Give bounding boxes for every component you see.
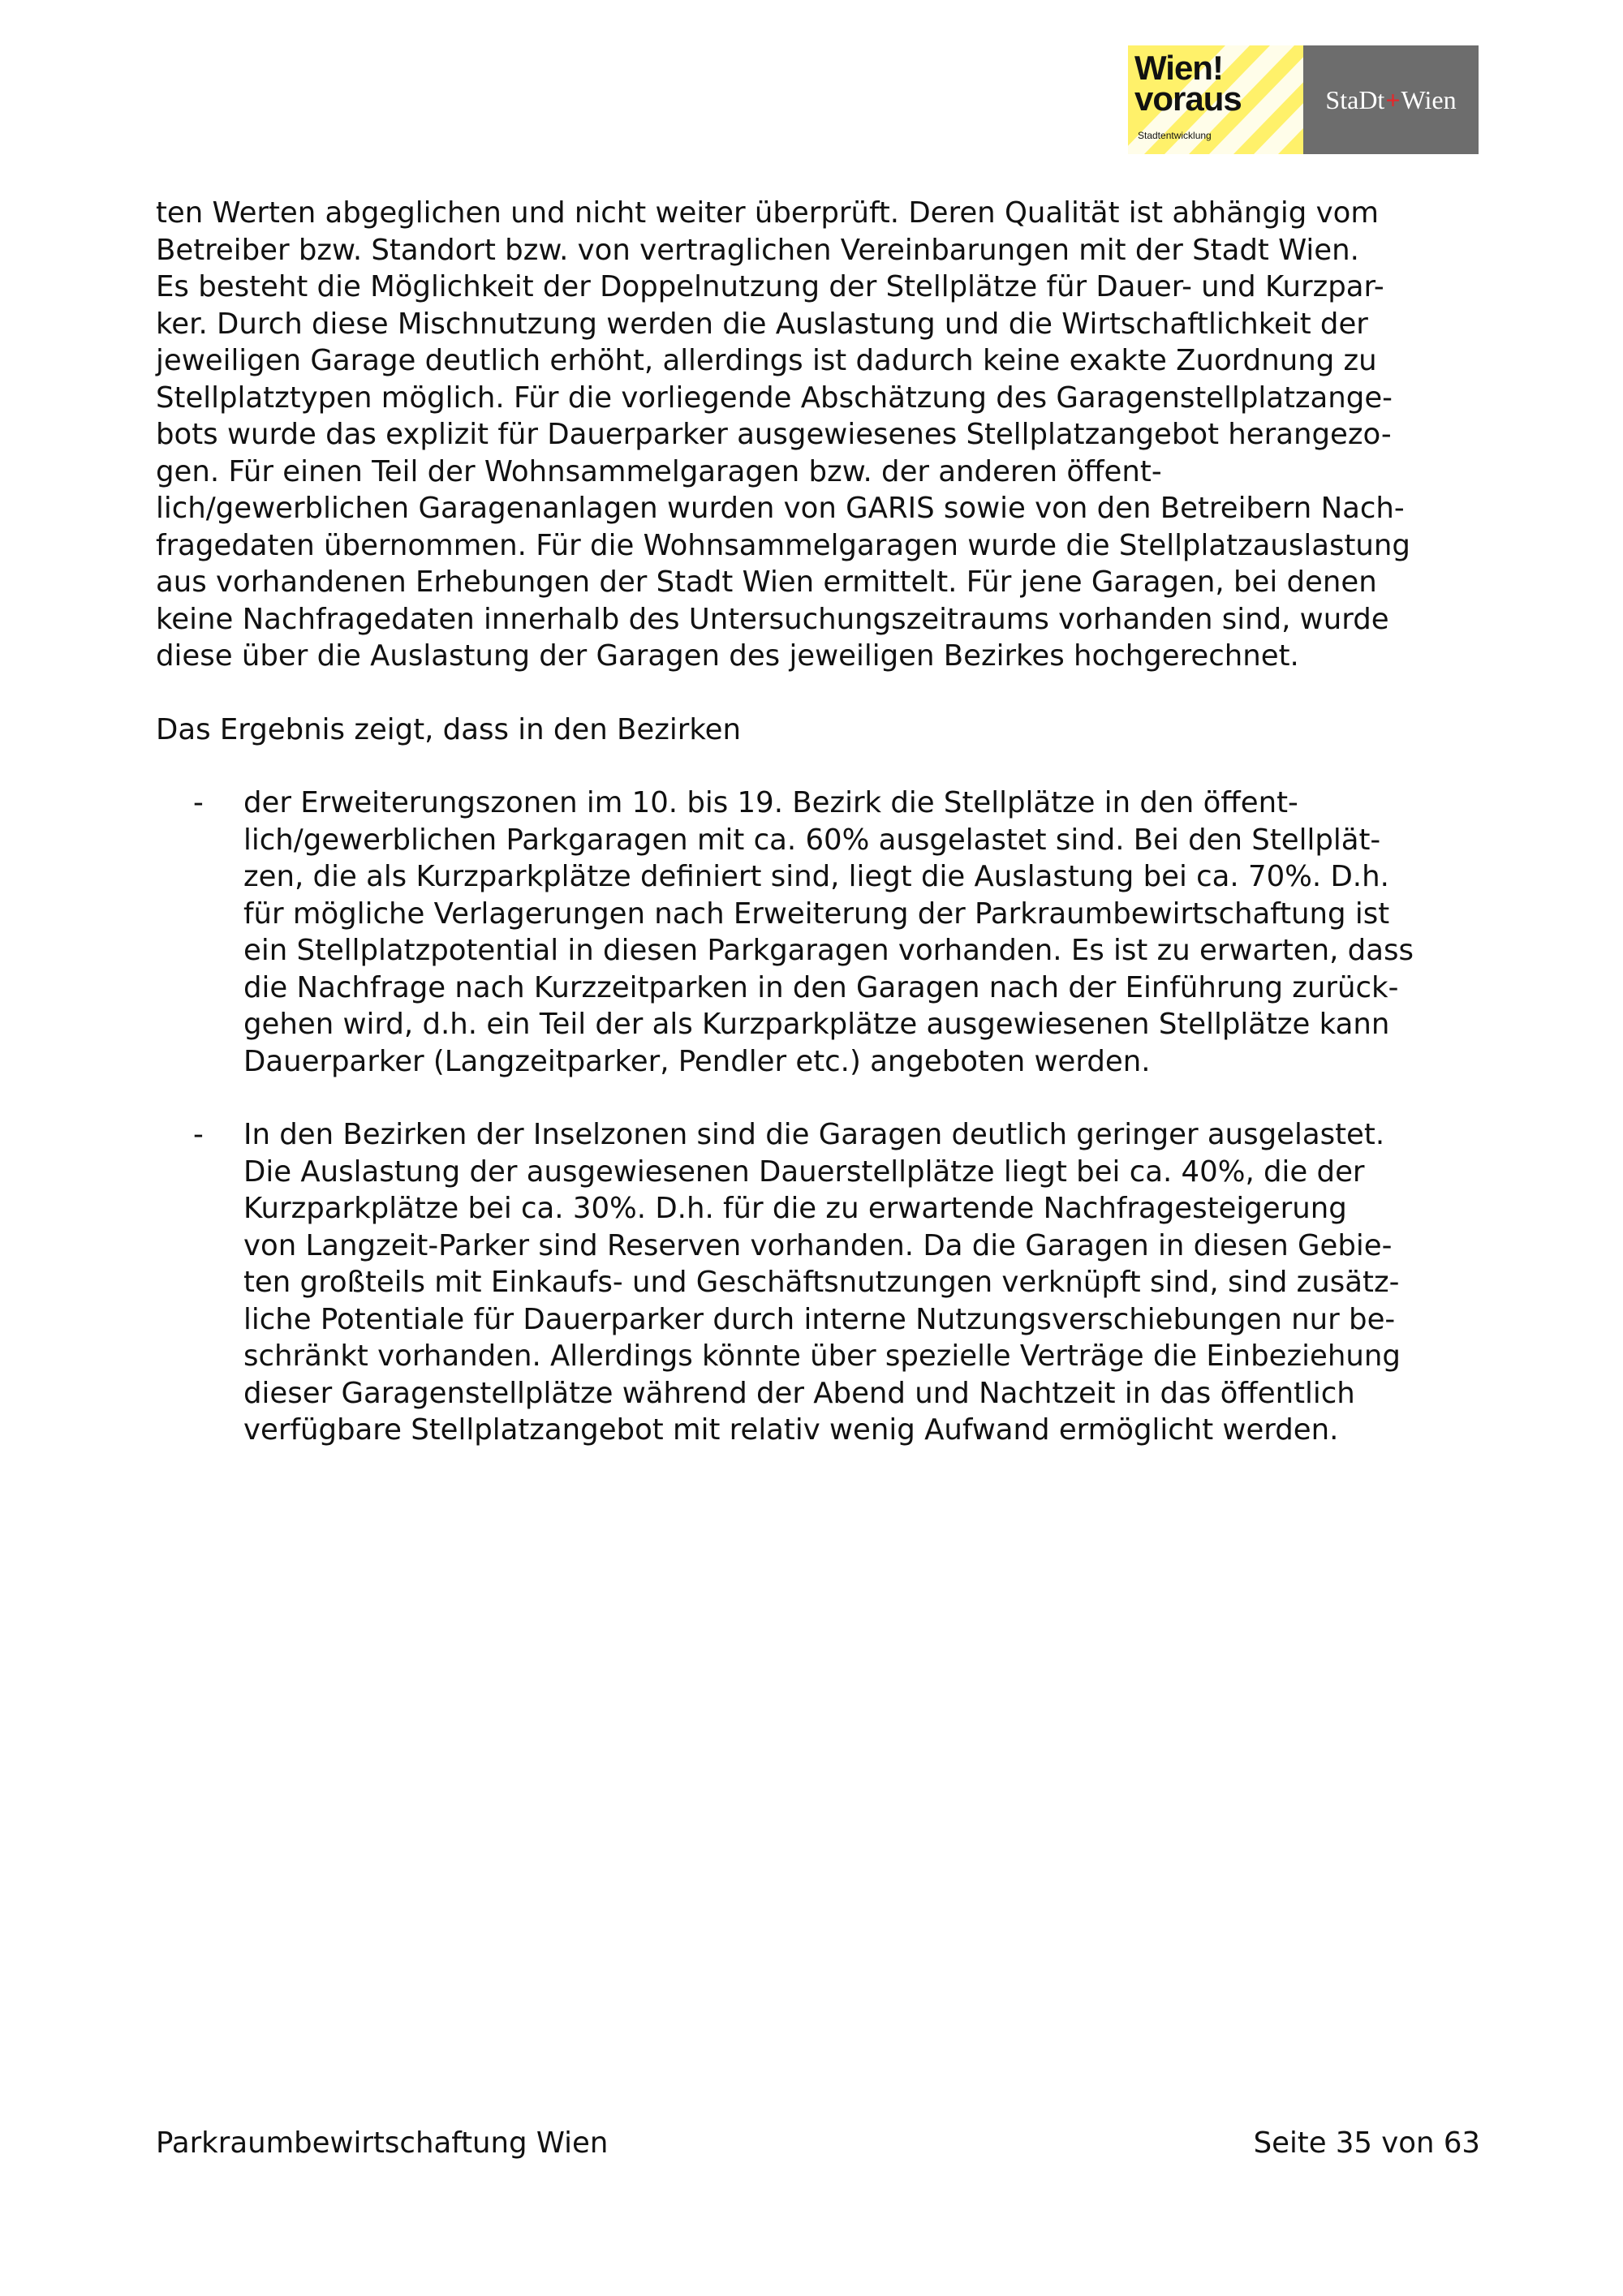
paragraph-garage-data [156,195,1487,675]
text-line: bots wurde das explizit für Dauerparker ausgewiesenes Stellplatzangebot herangezo- [156,418,1392,451]
paragraph-intro: Das Ergebnis zeigt, dass in den Bezirken [156,712,741,746]
text-line: Stellplatztypen möglich. Für die vorliegende Abschätzung des Garagenstellplatzange- [156,381,1393,415]
document-body [156,195,1487,1486]
text-line: die Nachfrage nach Kurzzeitparken in den Garagen nach der Einführung zurück- [243,970,1399,1004]
page-footer [156,2126,1480,2161]
page-number: Seite 35 von 63 [1253,2126,1480,2160]
stadt-wien-logo-right: Wien [1401,84,1457,114]
text-line: ten großteils mit Einkaufs- und Geschäftsnutzungen verknüpft sind, sind zusätz- [243,1266,1400,1299]
stadt-wien-logo-left: StaDt [1325,84,1385,114]
text-line: aus vorhandenen Erhebungen der Stadt Wien ermittelt. Für jene Garagen, bei denen [156,565,1377,599]
stadt-wien-logo [1303,45,1479,154]
text-line: In den Bezirken der Inselzonen sind die Garagen deutlich geringer ausgelastet. [243,1118,1385,1151]
result-list [156,785,1487,1449]
logo-wien-subtitle: Stadtentwicklung [1138,130,1212,141]
bullet-dash: - [193,786,204,819]
text-line: zen, die als Kurzparkplätze definiert sind, liegt die Auslastung bei ca. 70%. D.h. [243,860,1389,893]
text-line: lich/gewerblichen Garagenanlagen wurden von GARIS sowie von den Betreibern Nach- [156,492,1405,525]
text-line: fragedaten übernommen. Für die Wohnsammelgaragen wurde die Stellplatzauslastung [156,528,1410,562]
wien-voraus-logo [1128,45,1303,154]
text-line: keine Nachfragedaten innerhalb des Untersuchungszeitraums vorhanden sind, wurde [156,602,1389,636]
text-line: liche Potentiale für Dauerparker durch interne Nutzungsverschiebungen nur be- [243,1302,1396,1336]
text-line: schränkt vorhanden. Allerdings könnte über spezielle Verträge die Einbeziehung [243,1339,1401,1373]
text-line: Es besteht die Möglichkeit der Doppelnutzung der Stellplätze für Dauer- und Kurzpar- [156,270,1384,303]
text-line: Kurzparkplätze bei ca. 30%. D.h. für die zu erwartende Nachfragesteigerung [243,1192,1347,1225]
stadt-wien-cross-icon: + [1385,84,1401,114]
logo-wien-line2: voraus [1134,80,1242,118]
text-line: ein Stellplatzpotential in diesen Parkgaragen vorhanden. Es ist zu erwarten, dass [243,934,1414,967]
text-line: verfügbare Stellplatzangebot mit relativ wenig Aufwand ermöglicht werden. [243,1413,1339,1447]
text-line: für mögliche Verlagerungen nach Erweiterung der Parkraumbewirtschaftung ist [243,896,1390,931]
text-line: Betreiber bzw. Standort bzw. von vertraglichen Vereinbarungen mit der Stadt Wien. [156,233,1359,267]
text-line: lich/gewerblichen Parkgaragen mit ca. 60% ausgelastet sind. Bei den Stellplät- [243,823,1381,857]
text-line: gen. Für einen Teil der Wohnsammelgaragen bzw. der anderen öffent- [156,454,1162,488]
text-line: Die Auslastung der ausgewiesenen Dauerstellplätze liegt bei ca. 40%, die der [243,1154,1365,1189]
text-line: ten Werten abgeglichen und nicht weiter überprüft. Deren Qualität ist abhängig vom [156,196,1379,230]
text-line: der Erweiterungszonen im 10. bis 19. Bezirk die Stellplätze in den öffent- [243,786,1298,819]
header-logos [1128,45,1479,154]
list-item-inselzonen [156,1116,1487,1449]
text-line: jeweiligen Garage deutlich erhöht, allerdings ist dadurch keine exakte Zuordnung zu [156,344,1377,377]
text-line: von Langzeit-Parker sind Reserven vorhanden. Da die Garagen in diesen Gebie- [243,1228,1393,1262]
text-line: ker. Durch diese Mischnutzung werden die Auslastung und die Wirtschaftlichkeit der [156,307,1368,341]
text-line: gehen wird, d.h. ein Teil der als Kurzparkplätze ausgewiesenen Stellplätze kann [243,1008,1390,1041]
logo-wien-line1: Wien! [1134,49,1223,87]
list-item-erweiterungszonen [156,785,1487,1080]
text-line: diese über die Auslastung der Garagen des jeweiligen Bezirkes hochgerechnet. [156,639,1299,673]
text-line: Dauerparker (Langzeitparker, Pendler etc.) angeboten werden. [243,1044,1151,1078]
footer-title: Parkraumbewirtschaftung Wien [156,2126,609,2160]
bullet-dash: - [193,1118,204,1151]
text-line: dieser Garagenstellplätze während der Abend und Nachtzeit in das öffentlich [243,1376,1355,1410]
